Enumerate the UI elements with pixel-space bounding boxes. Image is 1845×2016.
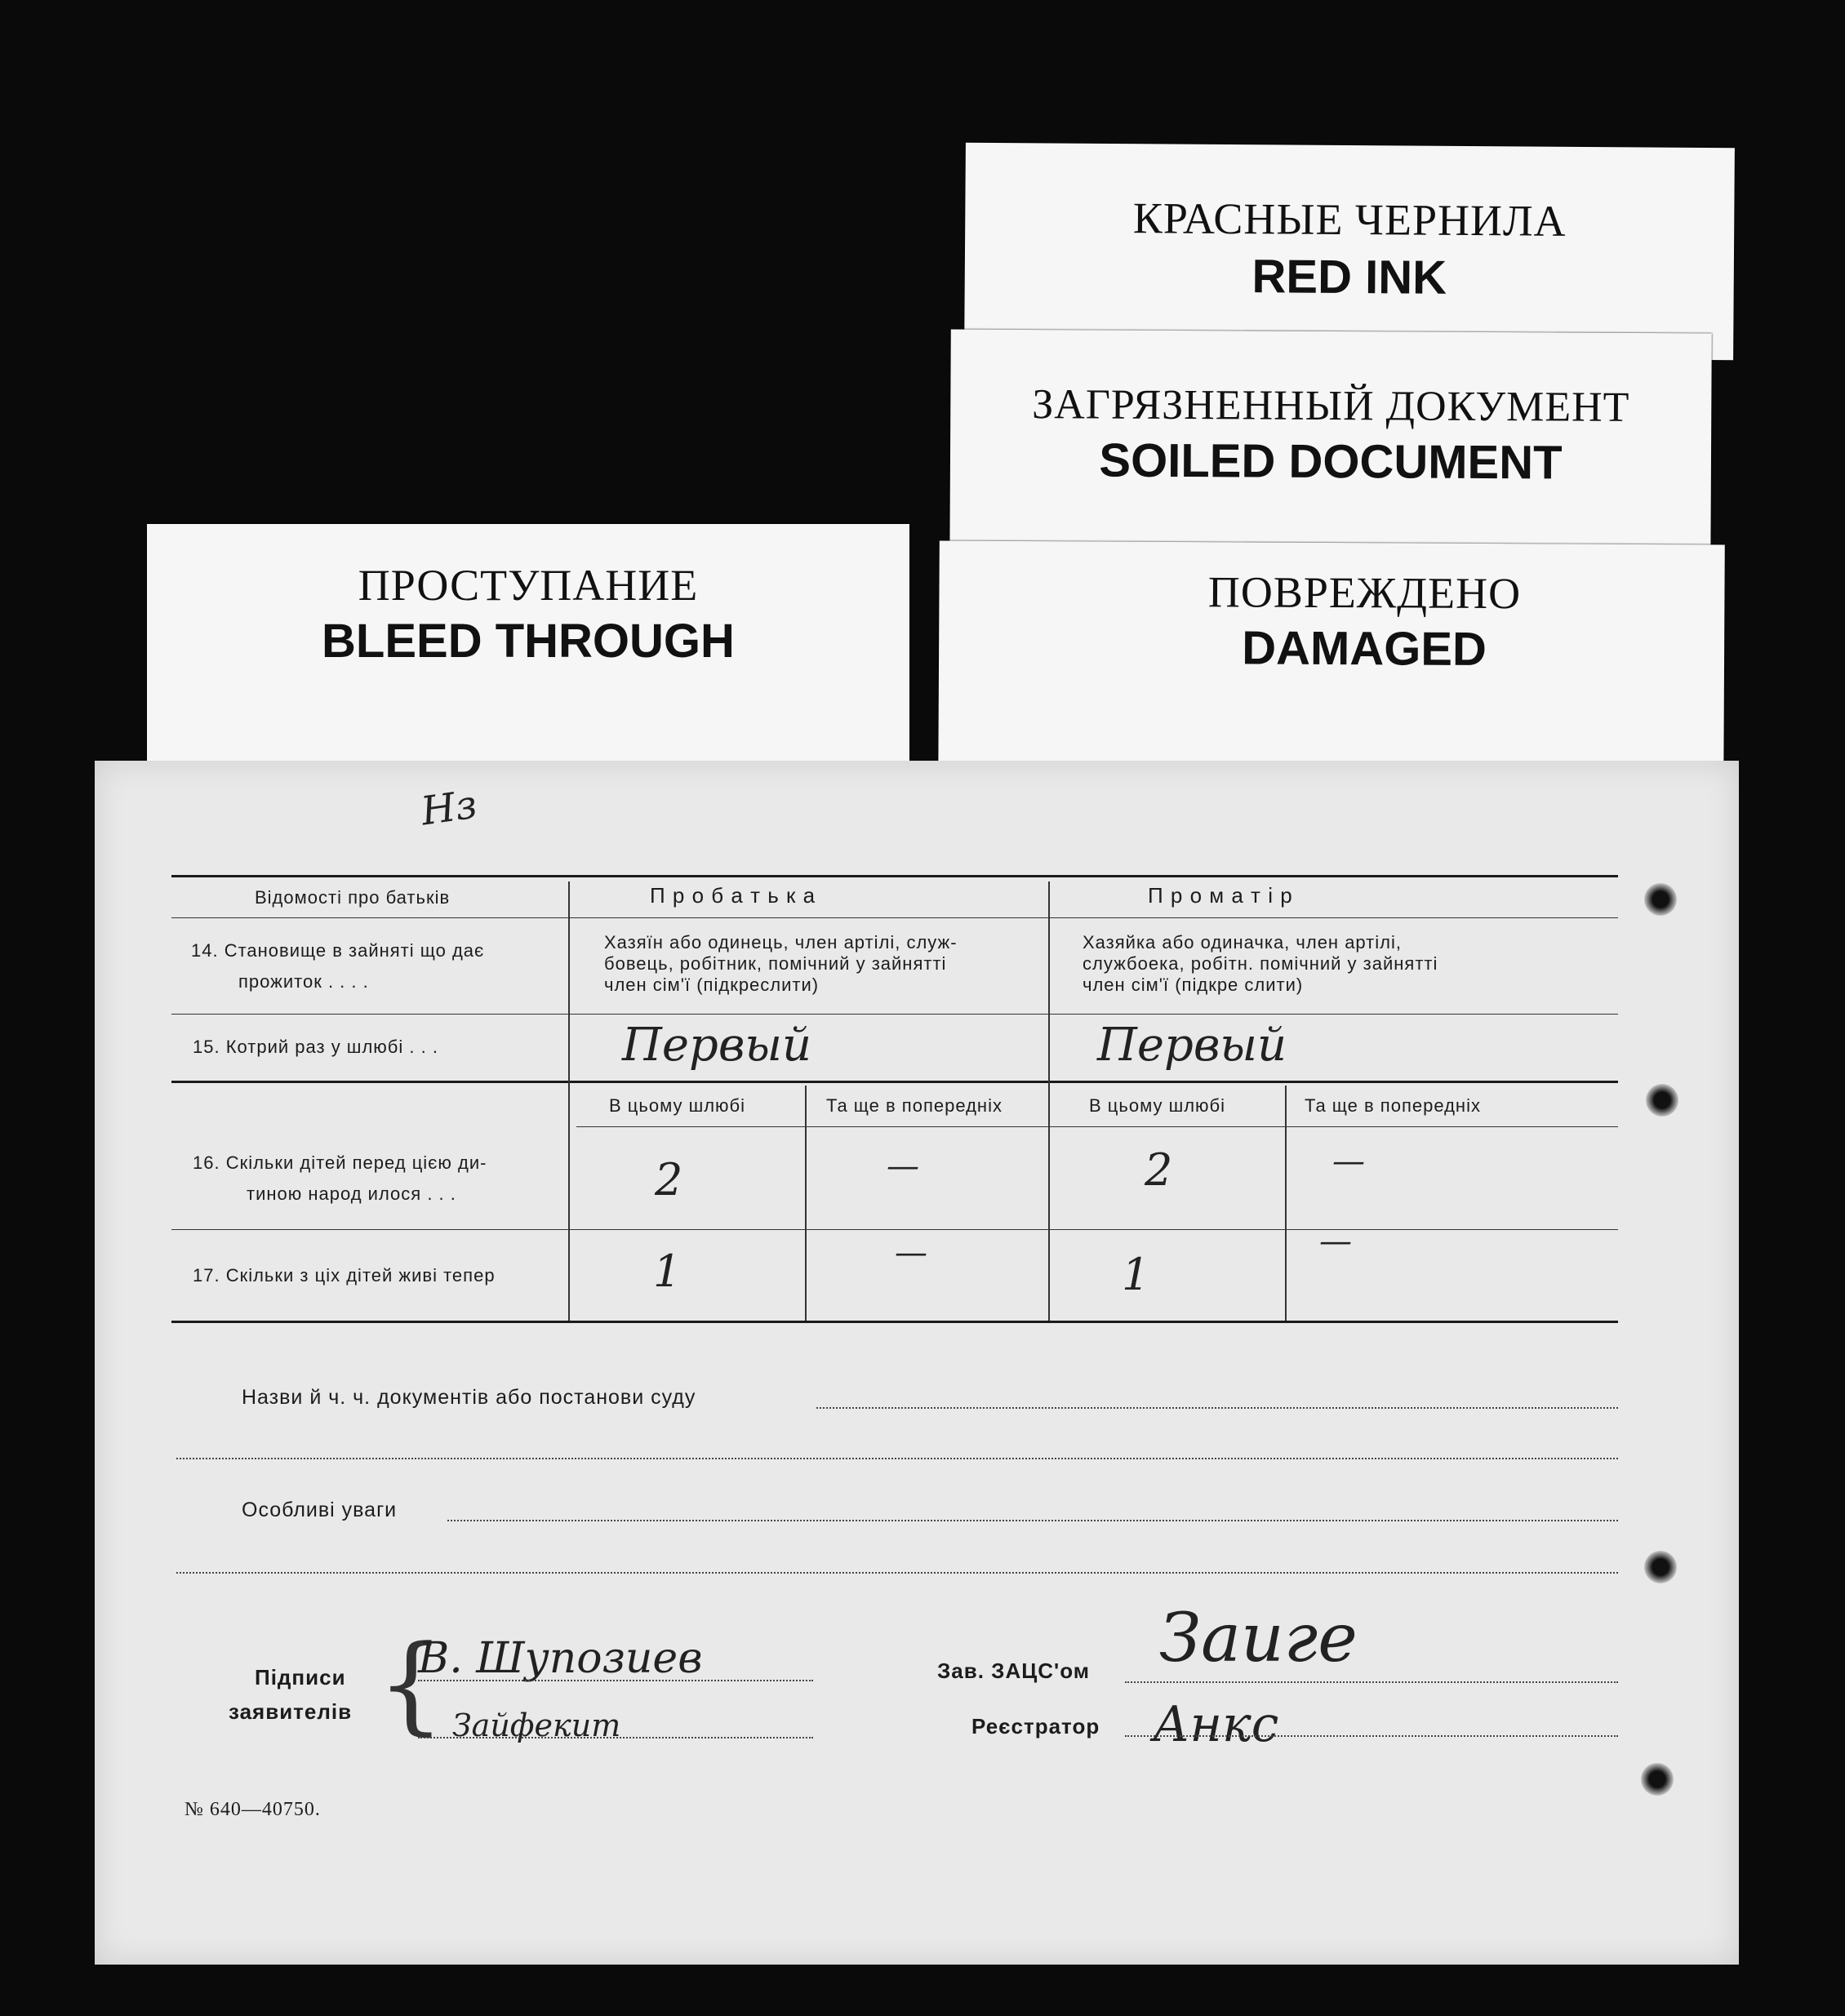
signature-line-1 <box>418 1680 813 1681</box>
signature-line-2 <box>418 1737 813 1738</box>
table-top-rule <box>171 875 1618 877</box>
red-ink-en: RED INK <box>1251 250 1447 304</box>
signatures-label: Підписи <box>255 1665 346 1690</box>
subheader-this-marriage-mother: В цьому шлюбі <box>1089 1095 1226 1116</box>
registrar-signature: Анкс <box>1153 1696 1279 1753</box>
row14-label: 14. Становище в зайняті що дає <box>191 940 485 961</box>
row16-mother-prev: — <box>1332 1143 1365 1180</box>
rule <box>576 1126 1618 1127</box>
header-parents-info: Відомості про батьків <box>255 887 451 908</box>
subheader-previous-father: Та ще в попередніх <box>826 1095 1003 1116</box>
punch-hole <box>1641 1763 1674 1796</box>
row15-father-value: Первый <box>622 1019 812 1072</box>
applicant-signature-2: Зайфекит <box>452 1707 621 1743</box>
notes-label: Особливі уваги <box>242 1499 398 1521</box>
punch-hole <box>1644 1551 1677 1583</box>
col-divider <box>1285 1086 1287 1321</box>
col-divider <box>1048 881 1050 1321</box>
punch-hole <box>1644 883 1677 916</box>
row17-father-this: 1 <box>653 1246 682 1297</box>
row16-father-prev: — <box>887 1148 919 1185</box>
table-bottom-rule <box>171 1321 1618 1323</box>
bleed-en: BLEED THROUGH <box>322 615 735 668</box>
corner-mark: Нз <box>418 781 480 835</box>
rule <box>171 1229 1618 1230</box>
damaged-card <box>938 540 1725 789</box>
rule <box>171 917 1618 918</box>
row15-label: 15. Котрий раз у шлюбі . . . <box>193 1037 438 1057</box>
documents-label: Назви й ч. ч. документів або постанови суду <box>242 1386 696 1409</box>
header-about-father: П р о б а т ь к а <box>650 883 816 908</box>
registration-form-page <box>95 761 1739 1965</box>
documents-line-2 <box>176 1458 1618 1459</box>
subheader-previous-mother: Та ще в попередніх <box>1305 1095 1481 1116</box>
applicant-signature-1: В. Шупозиев <box>418 1634 703 1683</box>
notes-line-2 <box>176 1572 1618 1574</box>
row14-mother-options-3: член сім'ї (підкре слити) <box>1083 975 1304 995</box>
row14-father-options-2: бовець, робітник, помічний у зайнятті <box>604 953 947 974</box>
signatures-label-2: заявителів <box>229 1699 353 1724</box>
row16-label: 16. Скільки дітей перед цією ди- <box>193 1152 487 1173</box>
form-number: № 640—40750. <box>184 1799 321 1820</box>
col-divider <box>568 881 570 1321</box>
head-label: Зав. ЗАЦС'ом <box>937 1659 1090 1683</box>
row14-label-cont: прожиток . . . . <box>238 971 369 992</box>
row17-mother-this: 1 <box>1122 1249 1150 1300</box>
documents-line <box>816 1407 1618 1409</box>
subheader-this-marriage-father: В цьому шлюбі <box>609 1095 746 1116</box>
soiled-en: SOILED DOCUMENT <box>1099 433 1563 490</box>
row17-father-prev: — <box>895 1234 927 1272</box>
col-divider <box>805 1086 807 1321</box>
row14-mother-options: Хазяйка або одиначка, член артілі, <box>1083 932 1402 952</box>
red-ink-ru: КРАСНЫЕ ЧЕРНИЛА <box>1132 193 1567 246</box>
row16-mother-this: 2 <box>1145 1144 1173 1196</box>
notes-line <box>447 1520 1618 1521</box>
bleed-ru: ПРОСТУПАНИЕ <box>358 561 699 610</box>
registrar-signature-line <box>1125 1735 1618 1737</box>
row17-label: 17. Скільки з ціх дітей живі тепер <box>193 1265 496 1286</box>
row14-father-options-3: член сім'ї (підкреслити) <box>604 975 820 995</box>
row16-father-this: 2 <box>655 1154 683 1206</box>
row14-father-options: Хазяїн або одинець, член артілі, служ- <box>604 932 958 952</box>
signatures-brace: { <box>377 1622 445 1746</box>
row17-mother-prev: — <box>1319 1223 1352 1260</box>
registrar-label: Реєстратор <box>971 1714 1100 1738</box>
row16-label-cont: тиною народ илося . . . <box>247 1183 456 1204</box>
row14-mother-options-2: службоека, робітн. помічний у зайнятті <box>1083 953 1438 974</box>
red-ink-card <box>964 143 1735 361</box>
damaged-en: DAMAGED <box>1242 621 1487 676</box>
rule <box>171 1014 1618 1015</box>
row15-mother-value: Первый <box>1097 1019 1287 1072</box>
damaged-ru: ПОВРЕЖДЕНО <box>1207 567 1522 619</box>
head-signature: Заиге <box>1159 1600 1358 1677</box>
header-about-mother: П р о м а т і р <box>1148 883 1293 908</box>
bleed-through-card <box>147 524 909 793</box>
head-signature-line <box>1125 1681 1618 1683</box>
soiled-ru: ЗАГРЯЗНЕННЫЙ ДОКУМЕНТ <box>1032 381 1630 431</box>
punch-hole <box>1646 1084 1678 1117</box>
rule <box>171 1081 1618 1083</box>
